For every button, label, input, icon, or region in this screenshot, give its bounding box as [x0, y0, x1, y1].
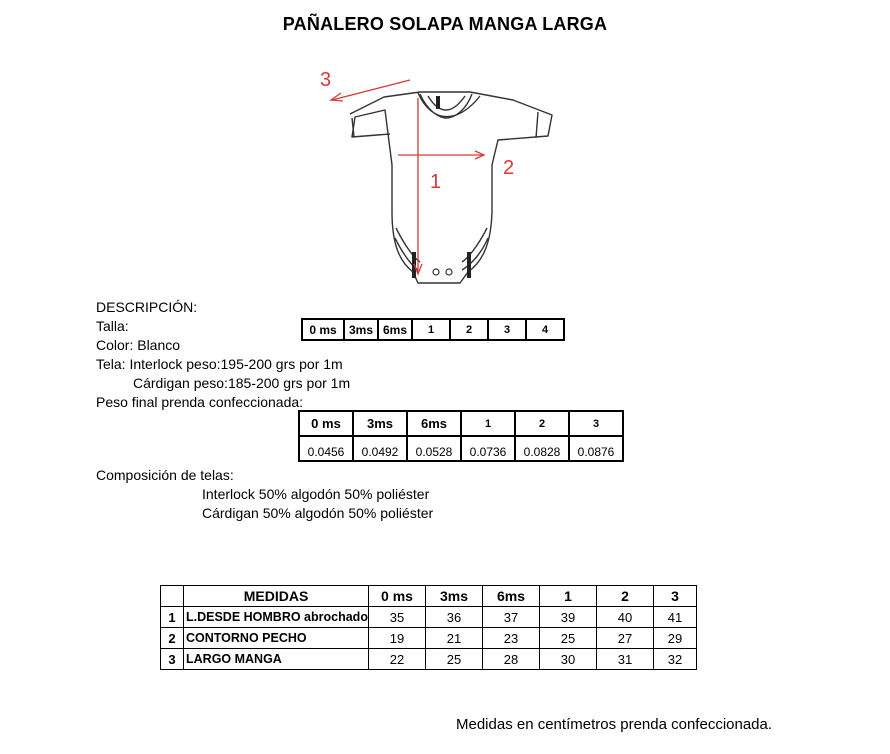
weight-header: 2	[515, 411, 569, 436]
row-number: 1	[161, 607, 184, 628]
bodysuit-outline	[350, 92, 552, 283]
composition-heading: Composición de telas:	[96, 467, 234, 483]
weight-table	[298, 410, 624, 462]
measure-value: 39	[540, 607, 597, 628]
measure-value: 40	[597, 607, 654, 628]
color-line: Color: Blanco	[96, 337, 181, 353]
cardigan-weight-line: Cárdigan peso:185-200 grs por 1m	[133, 375, 351, 391]
table-row	[161, 649, 697, 670]
size-cell: 4	[526, 319, 564, 340]
row-number: 3	[161, 649, 184, 670]
size-cell: 2	[450, 319, 488, 340]
arrow-1-label: 1	[430, 171, 442, 193]
measurement-arrows	[331, 80, 484, 274]
measures-col: 3	[654, 586, 697, 607]
measure-value: 35	[369, 607, 426, 628]
table-row	[161, 628, 697, 649]
row-label: L.DESDE HOMBRO abrochado	[184, 607, 369, 628]
weight-value: 0.0736	[461, 436, 515, 461]
measure-value: 37	[483, 607, 540, 628]
measures-table	[160, 585, 697, 670]
weight-header: 3	[569, 411, 623, 436]
garment-diagram	[300, 60, 570, 300]
weight-value: 0.0876	[569, 436, 623, 461]
measure-value: 29	[654, 628, 697, 649]
weight-header: 3ms	[353, 411, 407, 436]
measure-value: 25	[426, 649, 483, 670]
size-cell: 0 ms	[302, 319, 344, 340]
arrow-2-label: 2	[503, 157, 515, 179]
label-tag	[436, 96, 440, 109]
measures-col: 3ms	[426, 586, 483, 607]
weight-header: 0 ms	[299, 411, 353, 436]
snap-button	[433, 269, 439, 275]
size-cell: 3ms	[344, 319, 378, 340]
arrow-3-line	[332, 80, 410, 100]
size-cell: 6ms	[378, 319, 412, 340]
composition-cardigan: Cárdigan 50% algodón 50% poliéster	[202, 505, 434, 521]
weight-header: 1	[461, 411, 515, 436]
page-title: PAÑALERO SOLAPA MANGA LARGA	[282, 14, 608, 34]
measure-value: 27	[597, 628, 654, 649]
measure-value: 32	[654, 649, 697, 670]
measures-col: 1	[540, 586, 597, 607]
snap-button	[446, 269, 452, 275]
measure-value: 41	[654, 607, 697, 628]
measures-col: 0 ms	[369, 586, 426, 607]
footnote: Medidas en centímetros prenda confeccionada.	[456, 716, 773, 733]
tela-line: Tela: Interlock peso:195-200 grs por 1m	[96, 356, 343, 372]
composition-interlock: Interlock 50% algodón 50% poliéster	[202, 486, 430, 502]
row-number: 2	[161, 628, 184, 649]
measure-value: 25	[540, 628, 597, 649]
peso-label: Peso final prenda confeccionada:	[96, 394, 304, 410]
measure-value: 28	[483, 649, 540, 670]
weight-value: 0.0456	[299, 436, 353, 461]
weight-value: 0.0828	[515, 436, 569, 461]
table-row	[161, 607, 697, 628]
arrow-3-label: 3	[320, 69, 332, 91]
weight-header: 6ms	[407, 411, 461, 436]
weight-value: 0.0492	[353, 436, 407, 461]
measure-value: 30	[540, 649, 597, 670]
row-label: CONTORNO PECHO	[184, 628, 369, 649]
size-table	[301, 318, 565, 341]
size-cell: 3	[488, 319, 526, 340]
row-label: LARGO MANGA	[184, 649, 369, 670]
measures-corner	[161, 586, 184, 607]
measure-value: 31	[597, 649, 654, 670]
measures-col: 6ms	[483, 586, 540, 607]
measure-value: 19	[369, 628, 426, 649]
leg-band-right	[467, 252, 471, 278]
measure-value: 36	[426, 607, 483, 628]
measures-col: 2	[597, 586, 654, 607]
measure-value: 21	[426, 628, 483, 649]
talla-label: Talla:	[96, 318, 129, 334]
measures-header: MEDIDAS	[184, 586, 369, 607]
description-heading: DESCRIPCIÓN:	[96, 299, 198, 315]
measure-value: 22	[369, 649, 426, 670]
measure-value: 23	[483, 628, 540, 649]
size-cell: 1	[412, 319, 450, 340]
weight-value: 0.0528	[407, 436, 461, 461]
